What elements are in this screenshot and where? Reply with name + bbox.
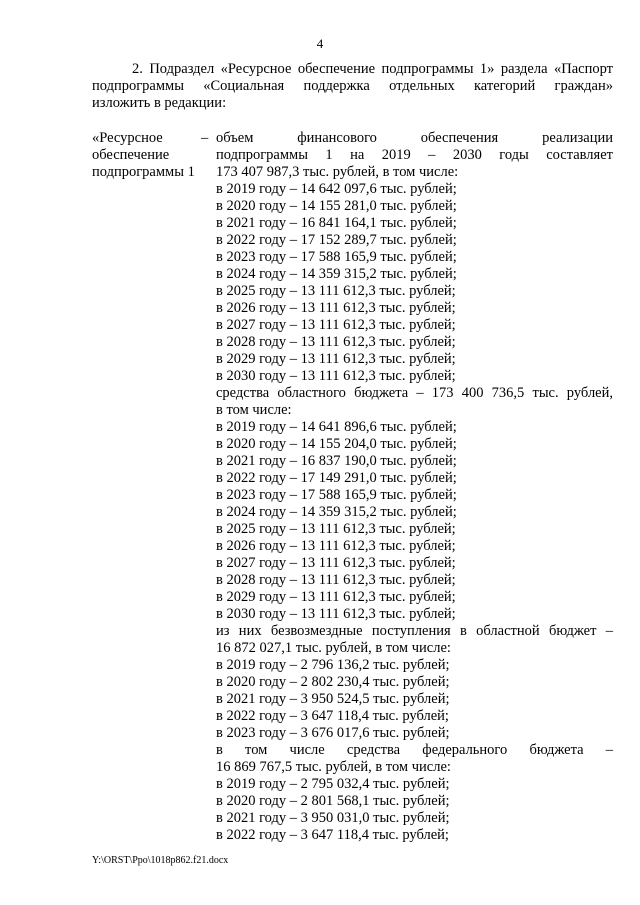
resource-line: в 2022 году – 3 647 118,4 тыс. рублей; bbox=[216, 827, 449, 843]
resource-line: в том числе: bbox=[216, 402, 292, 418]
resource-label-line: подпрограммы 1 bbox=[92, 164, 195, 180]
intro-line: подпрограммы «Социальная поддержка отдельных категорий граждан» bbox=[92, 78, 613, 94]
resource-line: в 2027 году – 13 111 612,3 тыс. рублей; bbox=[216, 317, 456, 333]
intro-line: изложить в редакции: bbox=[92, 95, 227, 111]
resource-line: в 2027 году – 13 111 612,3 тыс. рублей; bbox=[216, 555, 456, 571]
resource-line: в 2028 году – 13 111 612,3 тыс. рублей; bbox=[216, 572, 456, 588]
resource-line: в 2021 году – 16 841 164,1 тыс. рублей; bbox=[216, 215, 457, 231]
resource-line: 173 407 987,3 тыс. рублей, в том числе: bbox=[216, 164, 459, 180]
resource-line: в 2022 году – 17 152 289,7 тыс. рублей; bbox=[216, 232, 457, 248]
resource-line: объем финансового обеспечения реализации bbox=[216, 130, 613, 146]
intro-line: 2. Подраздел «Ресурсное обеспечение подпрограммы 1» раздела «Паспорт bbox=[132, 61, 613, 77]
resource-line: в 2019 году – 14 642 097,6 тыс. рублей; bbox=[216, 181, 457, 197]
intro-paragraph bbox=[92, 61, 613, 112]
resource-line: в 2026 году – 13 111 612,3 тыс. рублей; bbox=[216, 300, 456, 316]
label-dash: – bbox=[201, 130, 209, 146]
resource-line: в 2021 году – 3 950 524,5 тыс. рублей; bbox=[216, 691, 450, 707]
resource-line: в 2026 году – 13 111 612,3 тыс. рублей; bbox=[216, 538, 456, 554]
resource-label bbox=[92, 130, 202, 181]
resource-line: в 2025 году – 13 111 612,3 тыс. рублей; bbox=[216, 521, 456, 537]
resource-line: в 2023 году – 3 676 017,6 тыс. рублей; bbox=[216, 725, 450, 741]
resource-line: в 2029 году – 13 111 612,3 тыс. рублей; bbox=[216, 351, 456, 367]
file-path-footer: Y:\ORST\Ppo\1018p862.f21.docx bbox=[92, 855, 229, 866]
resource-line: в 2022 году – 3 647 118,4 тыс. рублей; bbox=[216, 708, 449, 724]
resource-line: 16 872 027,1 тыс. рублей, в том числе: bbox=[216, 640, 451, 656]
resource-line: в 2020 году – 14 155 204,0 тыс. рублей; bbox=[216, 436, 457, 452]
resource-line: из них безвозмездные поступления в областной бюджет – bbox=[216, 623, 613, 639]
resource-line: в 2020 году – 2 802 230,4 тыс. рублей; bbox=[216, 674, 450, 690]
resource-line: в 2030 году – 13 111 612,3 тыс. рублей; bbox=[216, 368, 456, 384]
resource-line: в том числе средства федерального бюджета – bbox=[216, 742, 613, 758]
resource-line: в 2028 году – 13 111 612,3 тыс. рублей; bbox=[216, 334, 456, 350]
resource-line: в 2023 году – 17 588 165,9 тыс. рублей; bbox=[216, 249, 457, 265]
resource-line: в 2021 году – 3 950 031,0 тыс. рублей; bbox=[216, 810, 450, 826]
resource-line: в 2030 году – 13 111 612,3 тыс. рублей; bbox=[216, 606, 456, 622]
resource-line: в 2023 году – 17 588 165,9 тыс. рублей; bbox=[216, 487, 457, 503]
resource-line: в 2021 году – 16 837 190,0 тыс. рублей; bbox=[216, 453, 457, 469]
resource-line: в 2020 году – 14 155 281,0 тыс. рублей; bbox=[216, 198, 457, 214]
resource-line: в 2025 году – 13 111 612,3 тыс. рублей; bbox=[216, 283, 456, 299]
resource-line: в 2019 году – 14 641 896,6 тыс. рублей; bbox=[216, 419, 457, 435]
resource-line: 16 869 767,5 тыс. рублей, в том числе: bbox=[216, 759, 451, 775]
resource-line: в 2019 году – 2 796 136,2 тыс. рублей; bbox=[216, 657, 450, 673]
resource-line: подпрограммы 1 на 2019 – 2030 годы составляет bbox=[216, 147, 613, 163]
resource-line: в 2024 году – 14 359 315,2 тыс. рублей; bbox=[216, 504, 457, 520]
resource-description bbox=[216, 130, 613, 844]
resource-line: в 2020 году – 2 801 568,1 тыс. рублей; bbox=[216, 793, 450, 809]
resource-line: в 2024 году – 14 359 315,2 тыс. рублей; bbox=[216, 266, 457, 282]
resource-line: в 2029 году – 13 111 612,3 тыс. рублей; bbox=[216, 589, 456, 605]
resource-line: в 2022 году – 17 149 291,0 тыс. рублей; bbox=[216, 470, 457, 486]
resource-label-line: «Ресурсное bbox=[92, 130, 163, 146]
resource-line: средства областного бюджета – 173 400 736,5 тыс. рублей, bbox=[216, 385, 613, 401]
resource-line: в 2019 году – 2 795 032,4 тыс. рублей; bbox=[216, 776, 450, 792]
resource-label-line: обеспечение bbox=[92, 147, 170, 163]
page-number: 4 bbox=[316, 36, 324, 51]
